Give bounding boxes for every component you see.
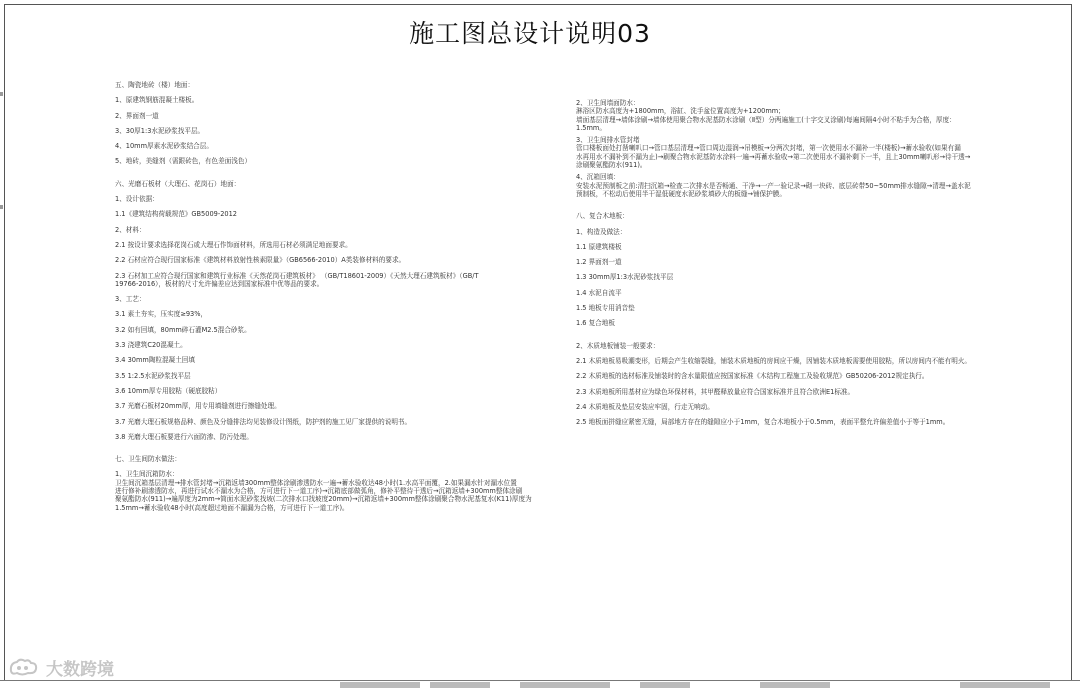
text-line: 3.6 10mm厚专用胶粘（硬底胶粘） [115,386,222,395]
text-line: 1.4 水泥自流平 [576,288,622,297]
text-line: 1.5mm。 [576,123,606,132]
text-line: 2.2 木质地板的选材标准及铺装时的含水量限值应按国家标准《木结构工程施工及验收规范》GB50206-2012规定执行。 [576,372,929,381]
text-line: 2.4 木质地板及垫层安装应牢固，行走无响动。 [576,402,714,411]
text-line: 淋浴区防水高度为+1800mm，浴缸、洗手盆位置高度为+1200mm； [576,107,785,116]
text-line: 2.2 石材应符合现行国家标准《建筑材料放射性核素限量》（GB6566-2010）A类装修材料的要求。 [115,256,406,265]
text-line: 2、界面剂一道 [115,111,159,120]
text-line: 2.3 石材加工应符合现行国家和建筑行业标准《天然花岗石建筑板材》 （GB/T18601-2009）《天然大理石建筑板材》（GB/T [115,271,479,280]
text-line: 六、光磨石板材（大理石、花岗石）地面： [115,179,241,188]
text-line: 1.5 地板专用消音垫 [576,304,635,313]
text-line: 5、地砖，美缝剂（需跟砖色，有色差面浅色） [115,157,252,166]
watermark-logo-icon [8,657,40,677]
watermark [8,656,114,678]
text-line: 3.2 如有回填，80mm碎石灌M2.5混合砂浆。 [115,325,251,334]
watermark-text: 大数跨境 [46,659,114,680]
text-line: 1.1 原建筑楼板 [576,242,622,251]
title-block-cell [430,682,490,688]
spacer [576,328,976,338]
text-line: 水再用水不漏补到不漏为止)→刷聚合物水泥基防水涂料一遍→再蓄水验收→第二次使用水不漏补剩下一半，且上30mm喇叭形→待干透→ [576,152,971,161]
text-line: 3、工艺： [115,295,146,304]
text-line: 1、构造及做法： [576,227,627,236]
text-line: 4、10mm厚素水泥砂浆结合层。 [115,142,213,151]
text-line: 2.3 木质地板所用基材应为绿色环保材料，其甲醛释放量应符合国家标准并且符合欧洲E1标准。 [576,387,855,396]
title-block-cell [340,682,420,688]
spacer [115,166,555,176]
page-title: 施工图总设计说明03 [409,19,651,48]
text-line: 墙面基层清理→墙体涂刷→墙体使用聚合物水泥基防水涂刷（Ⅱ型）分两遍施工(十字交叉涂刷)每遍间隔4小时不粘手为合格，厚度： [576,115,956,124]
text-line: 3.5 1:2.5水泥砂浆找平层 [115,371,191,380]
text-line: 1、设计依据： [115,195,159,204]
title-block-cell [960,682,1050,688]
right-column [576,99,976,426]
title-block-cell [760,682,830,688]
text-line: 1、原建筑钢筋混凝土楼板。 [115,96,199,105]
text-line: 卫生间沉箱基层清理→排水管封堵→沉箱返墙300mm整体涂刷渗透防水一遍→蓄水验收达48小时(1.水高平面覆，2.如果漏水针对漏水位置 [115,478,517,487]
text-line: 3.8 光磨大理石板要进行六面防渗、防污处理。 [115,432,253,441]
text-line: 安装水泥预制板之前:清扫沉箱→检查二次排水是否畅通、干净→一产一验记录→砌一块砖、底层砖带50~50mm排水缝隙→清理→盖水泥 [576,181,971,190]
spacer [576,198,976,208]
text-line: 3、30厚1:3水泥砂浆找平层。 [115,126,205,135]
text-line: 涂刷聚氨酯防水(911)。 [576,161,647,170]
text-line: 2、木质地板铺装一般要求： [576,341,660,350]
text-line: 进行修补刷渗透防水，再进行试水不漏水为合格，方可进行下一道工序)→沉箱底部做弧角，修补平整待干透后→沉箱返墙+300mm整体涂刷 [115,487,523,496]
text-line: 1.6 复合地板 [576,319,615,328]
text-line: 2、卫生间墙面防水： [576,99,640,107]
text-line: 管口楼板面处打凿喇叭口→管口基层清理→管口周边湿润→吊模板→分两次封堵，第一次使用水不漏补一半(楼板)→蓄水验收(如果有漏 [576,144,961,153]
text-line: 2.5 地板面拼缝应紧密无缝，局部地方存在的缝隙应小于1mm，复合木地板小于0.5mm，表面平整允许偏差值小于等于1mm。 [576,418,950,427]
title-block-cell [640,682,690,688]
text-line: 八、复合木地板： [576,212,629,221]
text-line: 1.3 30mm厚1:3水泥砂浆找平层 [576,273,674,282]
text-line: 1.2 界面剂一道 [576,258,622,267]
text-line: 2.1 木质地板易吸潮变形，后期会产生收缩裂缝，铺装木质地板的房间应干燥，因铺装木质地板需要使用胶粘，所以房间内不能有明火。 [576,356,972,365]
text-line: 1、卫生间沉箱防水： [115,470,179,479]
text-line: 聚氨酯防水(911)→遍厚度为2mm→简面水泥砂浆找坡(二次排水口找坡度20mm)→沉箱返墙+300mm整体涂刷聚合物水泥基复水(K11)厚度为 [115,495,532,504]
text-line: 19766-2016），板材的尺寸允许偏差应达到国家标准中优等品的要求。 [115,279,324,288]
edge-mark [0,92,3,96]
text-line: 五、陶瓷地砖（楼）地面： [115,81,195,89]
text-line: 3.7 光磨石板材20mm厚，用专用填缝剂进行擦缝处理。 [115,402,281,411]
text-line: 3.1 素土夯实，压实度≥93%， [115,310,208,319]
text-line: 1.1《建筑结构荷载规范》GB5009-2012 [115,210,237,219]
text-line: 预制板，不松动后使用半干湿低硬度水泥砂浆填砂大的板缝→铺保护膜。 [576,189,786,198]
edge-mark [0,205,3,209]
text-line: 3.7 光磨大理石板规格品种、颜色及分缝排法均见装修设计图纸，防护剂的施工见厂家提供的说明书。 [115,417,412,426]
text-line: 4、沉箱回填： [576,173,620,182]
left-column [115,81,555,512]
text-line: 3.3 浇建筑C20混凝土。 [115,341,187,350]
text-line: 2、材料： [115,225,146,234]
spacer [115,441,555,451]
title-block-cell [520,682,610,688]
text-line: 3.4 30mm陶粒混凝土回填 [115,356,195,365]
text-line: 七、卫生间防水做法： [115,455,181,464]
text-line: 2.1 按设计要求选择花岗石或大理石作饰面材料，所选用石材必须满足地面要求。 [115,240,352,249]
text-line: 3、卫生间排水管封堵 [576,136,640,145]
text-line: 1.5mm→蓄水验收48小时(高度超过地面不漏漏为合格，方可进行下一道工序)。 [115,503,349,512]
